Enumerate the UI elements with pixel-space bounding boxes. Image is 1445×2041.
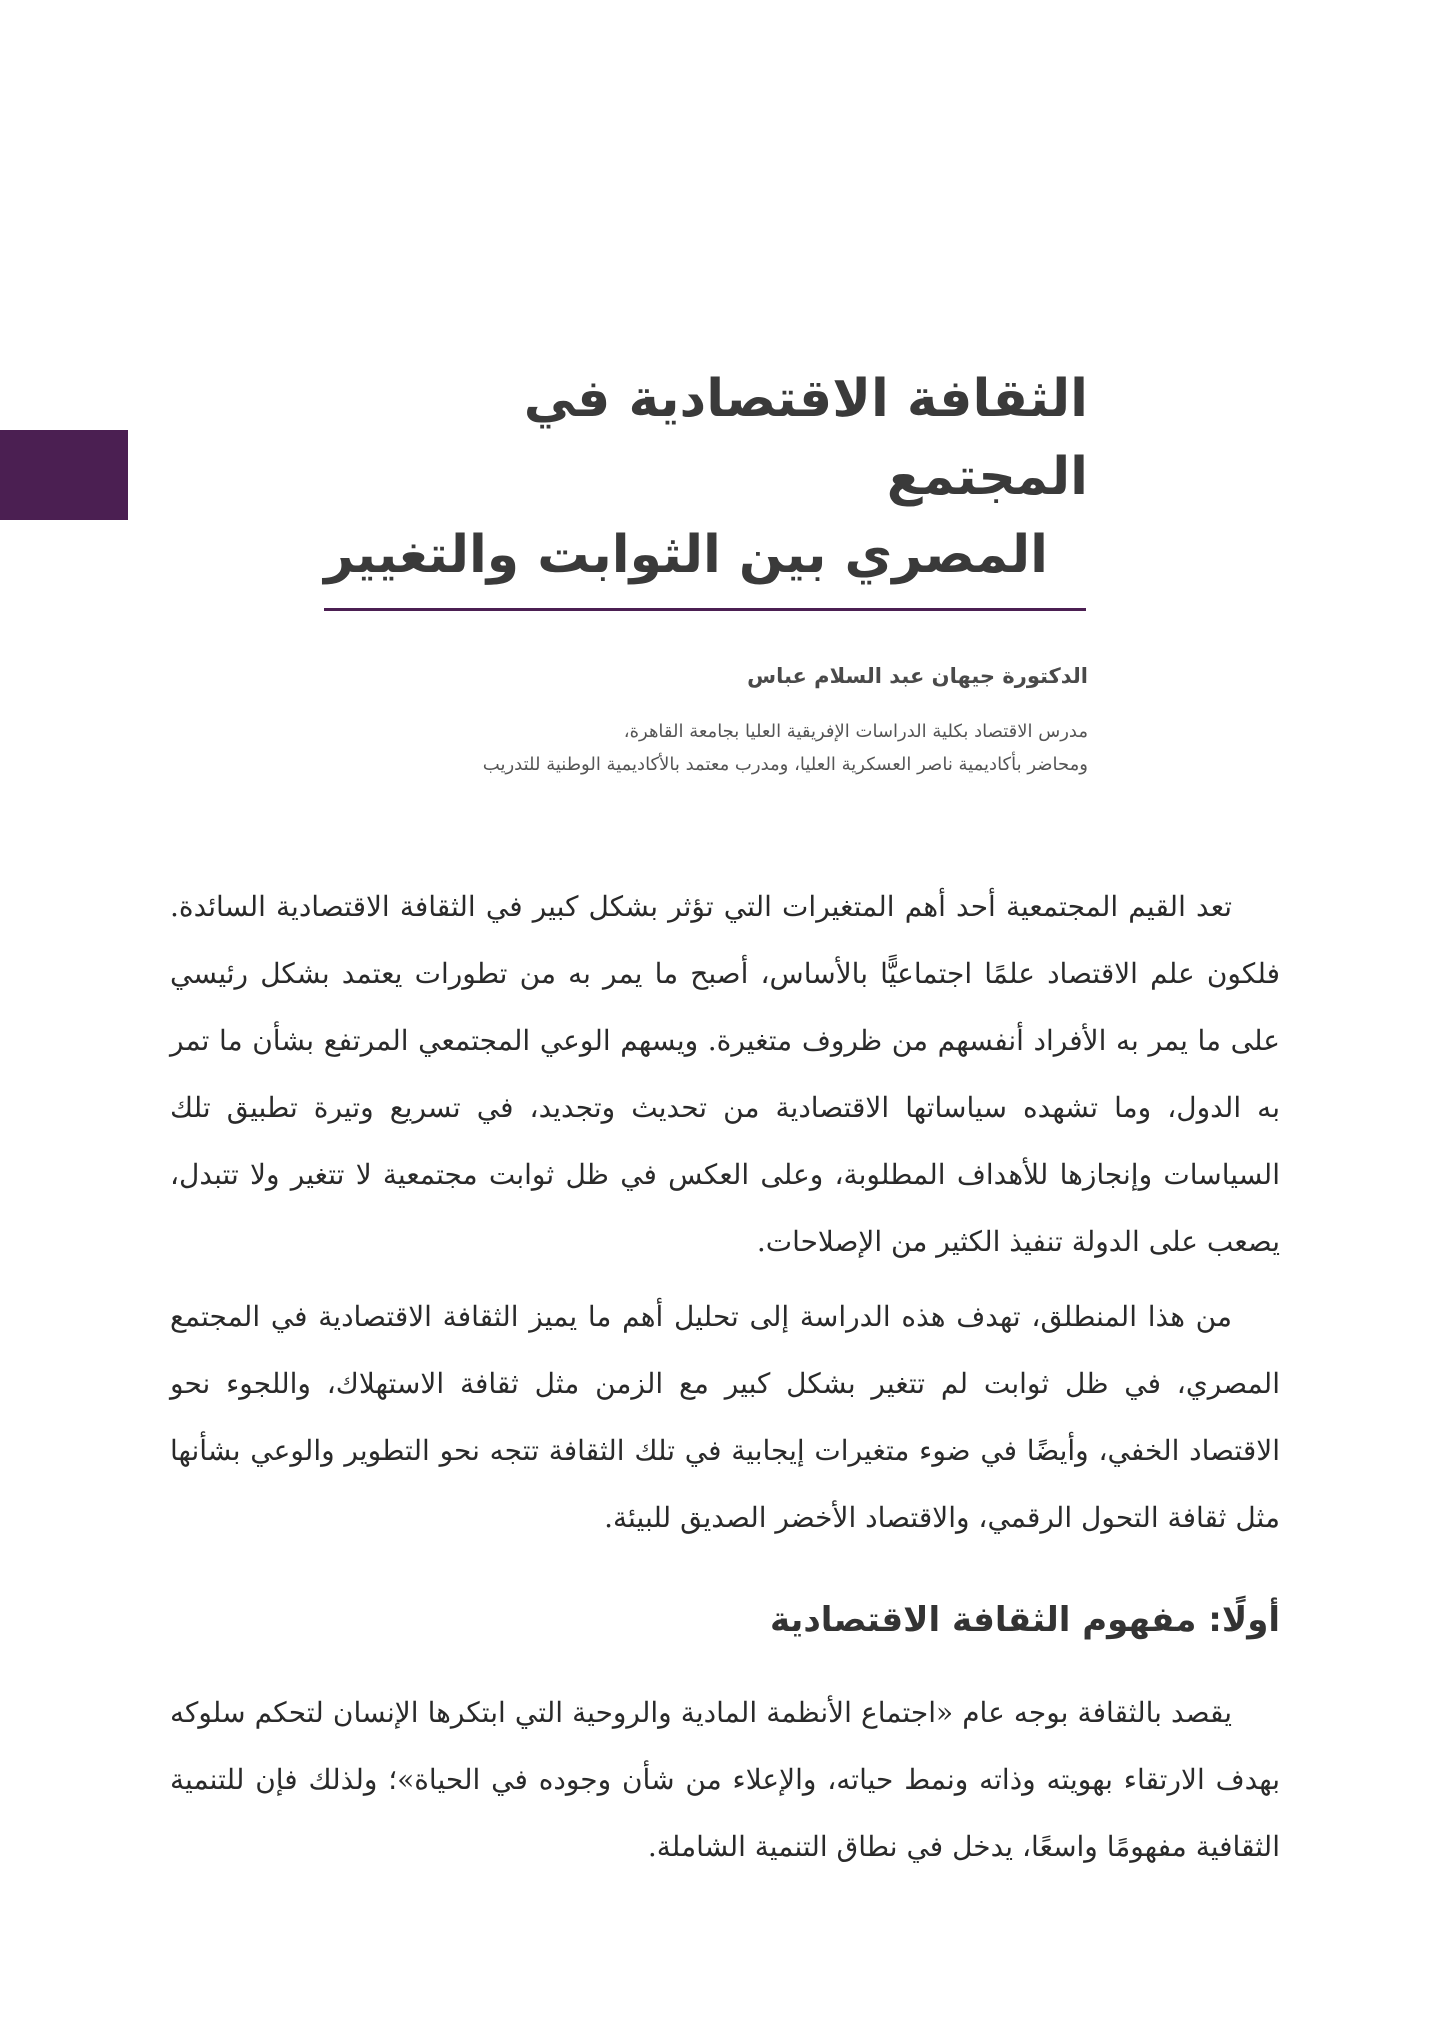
section-heading: أولًا: مفهوم الثقافة الاقتصادية <box>769 1600 1280 1640</box>
author-affiliation <box>288 715 1088 781</box>
affiliation-line-1: مدرس الاقتصاد بكلية الدراسات الإفريقية العليا بجامعة القاهرة، <box>623 721 1088 742</box>
article-title <box>323 360 1088 594</box>
title-line-2: المصري بين الثوابت والتغيير <box>324 525 1048 585</box>
affiliation-line-2: ومحاضر بأكاديمية ناصر العسكرية العليا، ومدرب معتمد بالأكاديمية الوطنية للتدريب <box>482 754 1088 775</box>
paragraph-2: من هذا المنطلق، تهدف هذه الدراسة إلى تحليل أهم ما يميز الثقافة الاقتصادية في المجتمع المصري، في ظل ثوابت لم تتغير بشكل كبير مع الزمن مثل ثقافة الاستهلاك، واللجوء نحو الاقتصاد الخفي، وأيضًا في ضوء متغيرات إيجابية في تلك الثقافة تتجه نحو التطوير والوعي بشأنها مثل ثقافة التحول الرقمي، والاقتصاد الأخضر الصديق للبيئة. <box>170 1300 1280 1534</box>
accent-block <box>0 430 128 520</box>
author-block <box>288 659 1088 781</box>
paragraph-3: يقصد بالثقافة بوجه عام «اجتماع الأنظمة المادية والروحية التي ابتكرها الإنسان لتحكم سلوكه بهدف الارتقاء بهويته وذاته ونمط حياته، والإعلاء من شأن وجوده في الحياة»؛ ولذلك فإن للتنمية الثقافية مفهومًا واسعًا، يدخل في نطاق التنمية الشاملة. <box>170 1696 1280 1863</box>
title-line-1: الثقافة الاقتصادية في المجتمع <box>523 369 1088 507</box>
paragraph-1: تعد القيم المجتمعية أحد أهم المتغيرات التي تؤثر بشكل كبير في الثقافة الاقتصادية السائدة. فلكون علم الاقتصاد علمًا اجتماعيًّا بالأساس، أصبح ما يمر به من تطورات يعتمد بشكل رئيسي على ما يمر به الأفراد أنفسهم من ظروف متغيرة. ويسهم الوعي المجتمعي المرتفع بشأن ما تمر به الدول، وما تشهده سياساتها الاقتصادية من تحديث وتجديد، في تسريع وتيرة تطبيق تلك السياسات وإنجازها للأهداف المطلوبة، وعلى العكس في ظل ثوابت مجتمعية لا تتغير ولا تتبدل، يصعب على الدولة تنفيذ الكثير من الإصلاحات. <box>170 890 1280 1258</box>
article-body <box>170 873 1280 1880</box>
article-page <box>170 360 1280 1888</box>
title-divider <box>324 608 1086 611</box>
author-name: الدكتورة جيهان عبد السلام عباس <box>747 664 1088 688</box>
